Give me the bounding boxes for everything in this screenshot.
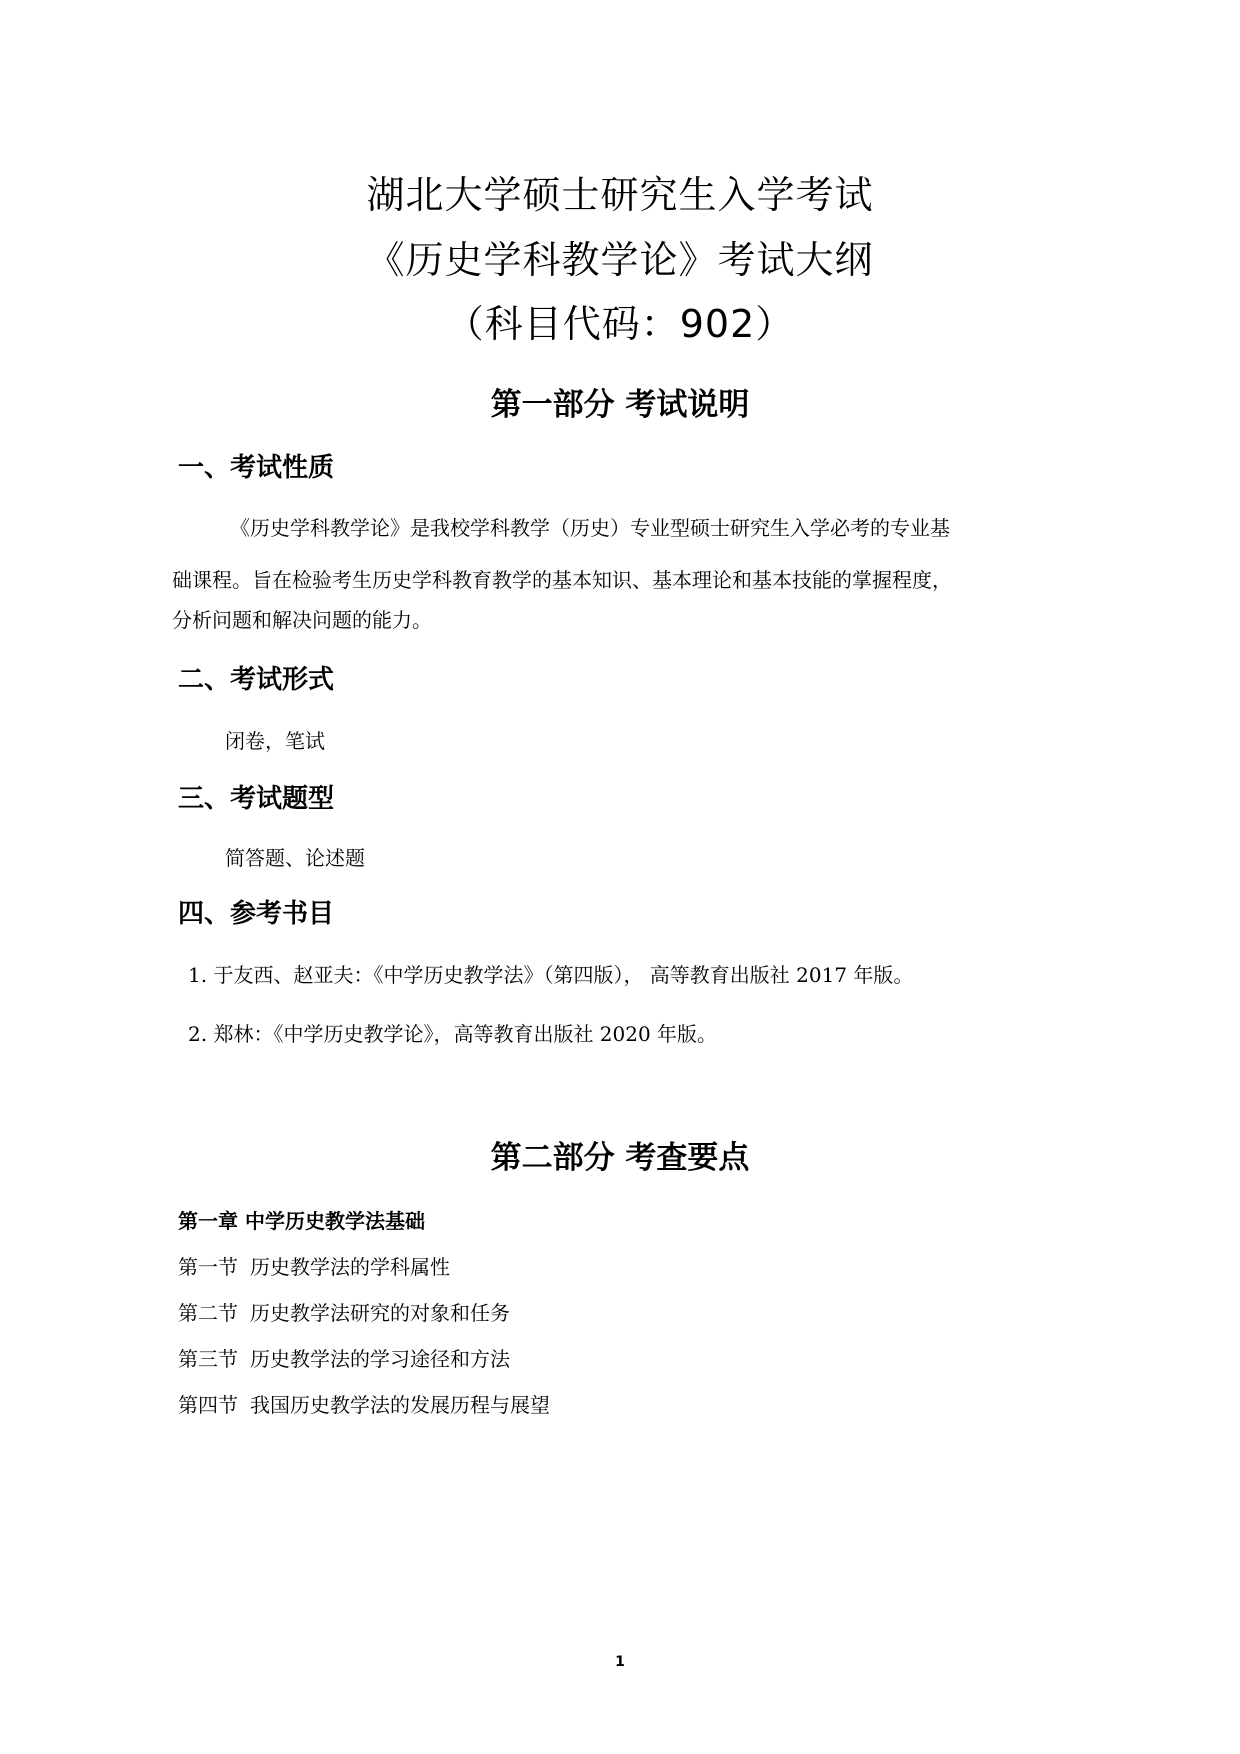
page-number: 1	[615, 1654, 625, 1670]
paragraph-line: 础课程。旨在检验考生历史学科教育教学的基本知识、基本理论和基本技能的掌握程度，	[172, 568, 952, 592]
exam-format-text: 闭卷，笔试	[225, 729, 325, 753]
chapter-section-item	[178, 1349, 510, 1369]
part1-heading: 第一部分 考试说明	[490, 387, 750, 423]
subject-code: （科目代码：902）	[445, 302, 795, 346]
part2-heading: 第二部分 考查要点	[490, 1140, 750, 1176]
paragraph-line: 分析问题和解决问题的能力。	[172, 608, 432, 632]
section-heading-nature: 一、考试性质	[178, 453, 335, 483]
chapter-section-item	[178, 1257, 450, 1277]
reference-item: 2. 郑林：《中学历史教学论》，高等教育出版社 2020 年版。	[188, 1022, 718, 1046]
reference-item: 1. 于友西、赵亚夫：《中学历史教学法》（第四版）， 高等教育出版社 2017 年版。	[188, 963, 914, 987]
section-title: 我国历史教学法的发展历程与展望	[250, 1393, 550, 1417]
chapter-section-item	[178, 1303, 510, 1323]
section-heading-question-types: 三、考试题型	[178, 784, 335, 814]
section-number: 第二节	[178, 1301, 238, 1325]
paragraph-line: 《历史学科教学论》是我校学科教学（历史）专业型硕士研究生入学必考的专业基	[230, 516, 950, 540]
section-number: 第一节	[178, 1255, 238, 1279]
chapter-section-item	[178, 1395, 550, 1415]
document-title-line-1: 湖北大学硕士研究生入学考试	[366, 173, 874, 217]
section-title: 历史教学法的学科属性	[250, 1255, 450, 1279]
section-number: 第三节	[178, 1347, 238, 1371]
document-title-line-2: 《历史学科教学论》考试大纲	[366, 238, 874, 282]
section-title: 历史教学法的学习途径和方法	[250, 1347, 510, 1371]
section-heading-references: 四、参考书目	[178, 899, 335, 929]
question-types-text: 简答题、论述题	[225, 846, 365, 870]
section-heading-format: 二、考试形式	[178, 665, 335, 695]
chapter-heading: 第一章 中学历史教学法基础	[178, 1209, 425, 1233]
section-title: 历史教学法研究的对象和任务	[250, 1301, 510, 1325]
section-number: 第四节	[178, 1393, 238, 1417]
